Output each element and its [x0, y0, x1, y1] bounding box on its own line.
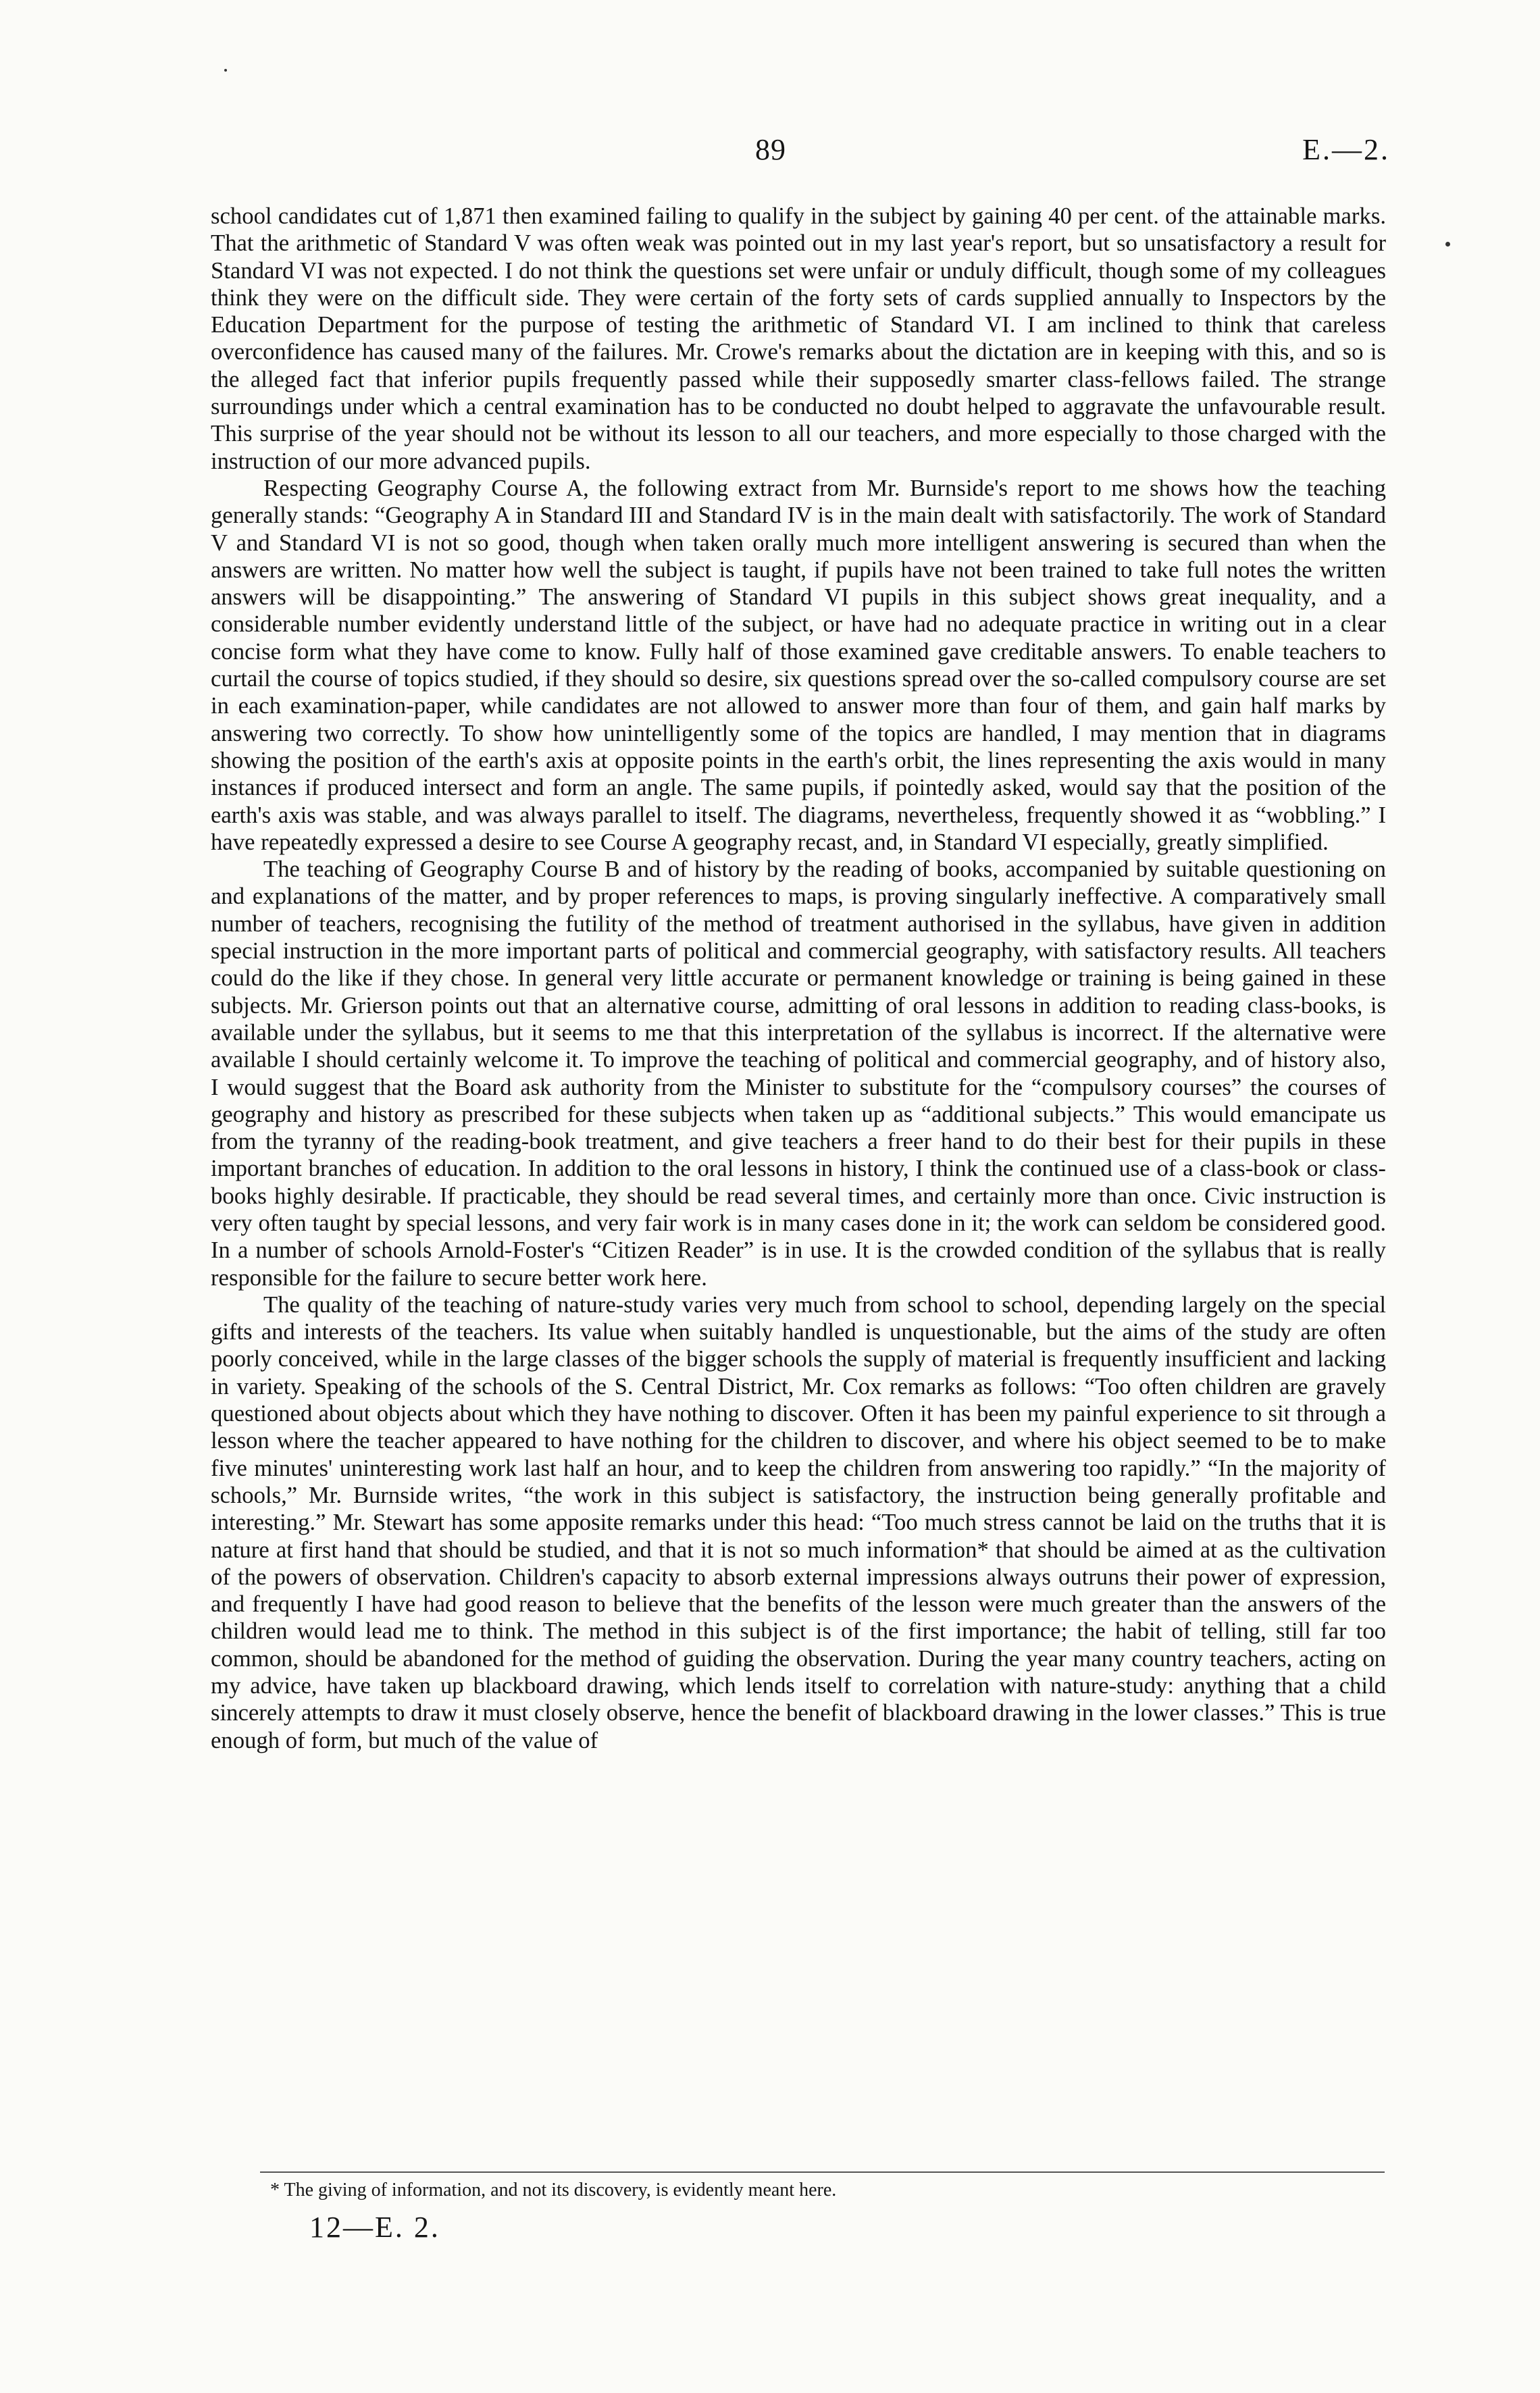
margin-dot	[1445, 242, 1450, 247]
paragraph-geography-course-a: Respecting Geography Course A, the following extract from Mr. Burnside's report to me shows how the teaching generally stands: “Geography A in Standard III and Standard IV is in the main dealt with satisfactorily. The work of Standard V and Standard VI is not so good, though when taken orally much more intelligent answering is secured than when the answers are written. No matter how well the subject is taught, if pupils have not been trained to take full notes the written answers will be disappointing.” The answering of Standard VI pupils in this subject shows great inequality, and a considerable number evidently understand little of the subject, or have had no adequate practice in writing out in a clear concise form what they have come to know. Fully half of those examined gave creditable answers. To enable teachers to curtail the course of topics studied, if they should so desire, six questions spread over the so-called compulsory course are set in each examination-paper, while candidates are not allowed to answer more than four of them, and gain half marks by answering two correctly. To show how unintelligently some of the topics are handled, I may mention that in diagrams showing the position of the earth's axis at opposite points in the earth's orbit, the lines representing the axis would in many instances if produced intersect and form an angle. The same pupils, if pointedly asked, would say that the position of the earth's axis was stable, and was always parallel to itself. The diagrams, nevertheless, frequently showed it as “wobbling.” I have repeatedly expressed a desire to see Course A geography recast, and, in Standard VI especially, greatly simplified.	[211, 474, 1386, 855]
footnote: * The giving of information, and not its discovery, is evidently meant here.	[270, 2180, 837, 2201]
footnote-rule	[260, 2171, 1385, 2173]
page-reference: E.—2.	[1302, 133, 1390, 166]
margin-dot	[224, 69, 227, 72]
page-number: 89	[755, 133, 786, 166]
paragraph-arithmetic: school candidates cut of 1,871 then examined failing to qualify in the subject by gaining 40 per cent. of the attainable marks. That the arithmetic of Standard V was often weak was pointed out in my last year's report, but so unsatisfactory a result for Standard VI was not expected. I do not think the questions set were unfair or unduly difficult, though some of my colleagues think they were on the difficult side. They were certain of the forty sets of cards supplied annually to Inspectors by the Education Department for the purpose of testing the arithmetic of Standard VI. I am inclined to think that careless overconfidence has caused many of the failures. Mr. Crowe's remarks about the dictation are in keeping with this, and so is the alleged fact that inferior pupils frequently passed while their supposedly smarter class-fellows failed. The strange surroundings under which a central examination has to be conducted no doubt helped to aggravate the unfavourable result. This surprise of the year should not be without its lesson to all our teachers, and more especially to those charged with the instruction of our more advanced pupils.	[211, 203, 1386, 474]
printer-signature-mark: 12—E. 2.	[309, 2211, 440, 2244]
paragraph-nature-study: The quality of the teaching of nature-study varies very much from school to school, depending largely on the special gifts and interests of the teachers. Its value when suitably handled is unquestionable, but the aims of the study are often poorly conceived, while in the large classes of the bigger schools the supply of material is frequently insufficient and lacking in variety. Speaking of the schools of the S. Central District, Mr. Cox remarks as follows: “Too often children are gravely questioned about objects about which they have nothing to discover. Often it has been my painful experience to sit through a lesson where the teacher appeared to have nothing for the children to discover, and where his object seemed to be to make five minutes' uninteresting work last half an hour, and to keep the children from answering too rapidly.” “In the majority of schools,” Mr. Burnside writes, “the work in this subject is satisfactory, the instruction being generally profitable and interesting.” Mr. Stewart has some apposite remarks under this head: “Too much stress cannot be laid on the truths that it is nature at first hand that should be studied, and that it is not so much information* that should be aimed at as the cultivation of the powers of observation. Children's capacity to absorb external impressions always outruns their power of expression, and frequently I have had good reason to believe that the benefits of the lesson were much greater than the answers of the children would lead me to think. The method in this subject is of the first importance; the habit of telling, still far too common, should be abandoned for the method of guiding the observation. During the year many country teachers, acting on my advice, have taken up blackboard drawing, which lends itself to correlation with nature-study: anything that a child sincerely attempts to draw it must closely observe, hence the benefit of blackboard drawing in the lower classes.” This is true enough of form, but much of the value of	[211, 1291, 1386, 1753]
body-text	[211, 203, 1386, 1754]
paragraph-geography-course-b-history: The teaching of Geography Course B and of history by the reading of books, accompanied by suitable questioning on and explanations of the matter, and by proper references to maps, is proving singularly ineffective. A comparatively small number of teachers, recognising the futility of the method of treatment authorised in the syllabus, have given in addition special instruction in the more important parts of political and commercial geography, with satisfactory results. All teachers could do the like if they chose. In general very little accurate or permanent knowledge or training is being gained in these subjects. Mr. Grierson points out that an alternative course, admitting of oral lessons in addition to reading class-books, is available under the syllabus, but it seems to me that this interpretation of the syllabus is incorrect. If the alternative were available I should certainly welcome it. To improve the teaching of political and commercial geography, and of history also, I would suggest that the Board ask authority from the Minister to substitute for the “compulsory courses” the courses of geography and history as prescribed for these subjects when taken up as “additional subjects.” This would emancipate us from the tyranny of the reading-book treatment, and give teachers a freer hand to do their best for their pupils in these important branches of education. In addition to the oral lessons in history, I think the continued use of a class-book or class-books highly desirable. If practicable, they should be read several times, and certainly more than once. Civic instruction is very often taught by special lessons, and very fair work is in many cases done in it; the work can seldom be considered good. In a number of schools Arnold-Foster's “Citizen Reader” is in use. It is the crowded condition of the syllabus that is really responsible for the failure to secure better work here.	[211, 856, 1386, 1291]
